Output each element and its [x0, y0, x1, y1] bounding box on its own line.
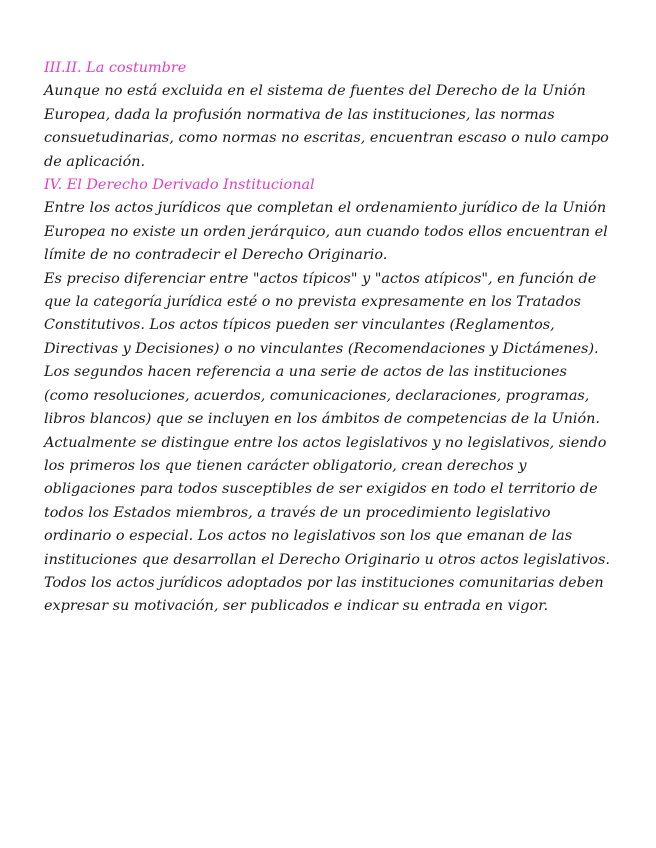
- section-derecho-derivado: [44, 174, 616, 619]
- paragraph: Todos los actos jurídicos adoptados por las instituciones comunitarias deben expresar su motivación, ser publicados e indicar su entrada en vigor.: [44, 574, 604, 615]
- section-heading: IV. El Derecho Derivado Institucional: [44, 177, 315, 194]
- paragraph: Actualmente se distingue entre los actos legislativos y no legislativos, siendo los primeros los que tienen carácter obligatorio, crean derechos y obligaciones para todos susceptibles de ser exigidos en todo el territorio de todos los Estados miembros, a través de un procedimiento legislativo ordinario o especial. Los actos no legislativos son los que emanan de las instituciones que desarrollan el Derecho Originario u otros actos legislativos.: [44, 434, 610, 568]
- paragraph: Es preciso diferenciar entre "actos típicos" y "actos atípicos", en función de que la categoría jurídica esté o no prevista expresamente en los Tratados Constitutivos. Los actos típicos pueden ser vinculantes (Reglamentos, Directivas y Decisiones) o no vinculantes (Recomendaciones y Dictámenes). Los segundos hacen referencia a una serie de actos de las instituciones (como resoluciones, acuerdos, comunicaciones, declaraciones, programas, libros blancos) que se incluyen en los ámbitos de competencias de la Unión.: [44, 270, 600, 428]
- paragraph: Aunque no está excluida en el sistema de fuentes del Derecho de la Unión Europea, dada la profusión normativa de las instituciones, las normas consuetudinarias, como normas no escritas, encuentran escaso o nulo campo de aplicación.: [44, 83, 609, 170]
- section-costumbre: [44, 57, 616, 174]
- section-heading: III.II. La costumbre: [44, 60, 187, 76]
- document-page: [44, 57, 616, 619]
- paragraph: Entre los actos jurídicos que completan el ordenamiento jurídico de la Unión Europea no existe un orden jerárquico, aun cuando todos ellos encuentran el límite de no contradecir el Derecho Originario.: [44, 200, 608, 264]
